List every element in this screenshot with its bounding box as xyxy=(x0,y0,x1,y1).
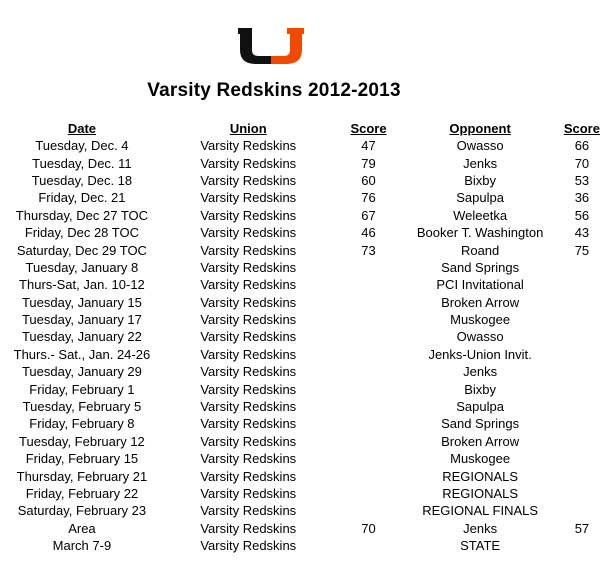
cell-date: Tuesday, Dec. 4 xyxy=(35,138,129,154)
cell-date: Friday, February 15 xyxy=(25,451,139,467)
cell-opponent-score xyxy=(564,346,600,363)
cell-date: Friday, February 8 xyxy=(29,416,135,432)
cell-score: 70 xyxy=(361,520,376,536)
cell-opponent-score xyxy=(564,398,600,415)
cell-union: Varsity Redskins xyxy=(200,399,297,415)
cell-union: Varsity Redskins xyxy=(200,190,297,206)
cell-opponent-score xyxy=(564,537,600,554)
cell-score xyxy=(341,294,397,311)
cell-union: Varsity Redskins xyxy=(200,381,297,397)
cell-date: March 7-9 xyxy=(52,538,112,554)
cell-date: Tuesday, January 17 xyxy=(21,312,142,328)
table-row xyxy=(8,415,600,432)
cell-union: Varsity Redskins xyxy=(200,225,297,241)
cell-opponent-score xyxy=(564,294,600,311)
cell-opponent: Bixby xyxy=(464,172,497,188)
cell-score xyxy=(341,537,397,554)
cell-opponent: Sapulpa xyxy=(456,399,504,415)
table-row xyxy=(8,398,600,415)
cell-union: Varsity Redskins xyxy=(200,433,297,449)
cell-score: 76 xyxy=(361,190,376,206)
cell-date: Tuesday, Dec. 11 xyxy=(32,155,132,171)
cell-score: 73 xyxy=(361,242,376,258)
cell-union: Varsity Redskins xyxy=(200,138,297,154)
cell-union: Varsity Redskins xyxy=(200,277,297,293)
cell-date: Tuesday, February 12 xyxy=(19,433,145,449)
cell-opponent-score: 66 xyxy=(574,138,590,154)
table-row xyxy=(8,363,600,380)
cell-opponent-score xyxy=(564,502,600,519)
cell-date: Tuesday, January 29 xyxy=(21,364,142,380)
table-row xyxy=(8,294,600,311)
table-header-row xyxy=(8,120,600,137)
table-row xyxy=(8,467,600,484)
header-opponent: Opponent xyxy=(449,121,511,136)
cell-opponent-score xyxy=(564,363,600,380)
cell-opponent-score xyxy=(564,485,600,502)
cell-score: 79 xyxy=(361,155,376,171)
table-row xyxy=(8,207,600,224)
cell-opponent-score xyxy=(564,467,600,484)
cell-date: Tuesday, January 22 xyxy=(21,329,142,345)
cell-opponent: Owasso xyxy=(456,329,504,345)
cell-opponent: Broken Arrow xyxy=(441,294,520,310)
cell-union: Varsity Redskins xyxy=(200,155,297,171)
cell-score xyxy=(341,363,397,380)
cell-union: Varsity Redskins xyxy=(200,172,297,188)
cell-opponent-score xyxy=(564,450,600,467)
cell-opponent: Owasso xyxy=(456,138,504,154)
cell-opponent-score xyxy=(564,259,600,276)
cell-union: Varsity Redskins xyxy=(200,503,297,519)
cell-date: Friday, February 1 xyxy=(29,381,135,397)
cell-score xyxy=(341,311,397,328)
cell-opponent-score xyxy=(564,433,600,450)
cell-union: Varsity Redskins xyxy=(200,242,297,258)
table-row xyxy=(8,346,600,363)
cell-union: Varsity Redskins xyxy=(200,364,297,380)
table-row xyxy=(8,485,600,502)
cell-opponent: Broken Arrow xyxy=(441,433,520,449)
cell-score xyxy=(341,346,397,363)
cell-union: Varsity Redskins xyxy=(200,538,297,554)
cell-union: Varsity Redskins xyxy=(200,346,297,362)
cell-date: Saturday, February 23 xyxy=(17,503,147,519)
table-row xyxy=(8,224,600,241)
table-row xyxy=(8,380,600,397)
header-union: Union xyxy=(229,121,267,136)
table-row xyxy=(8,537,600,554)
cell-opponent-score xyxy=(564,276,600,293)
cell-opponent-score: 70 xyxy=(574,155,590,171)
header-date: Date xyxy=(67,121,97,136)
cell-union: Varsity Redskins xyxy=(200,416,297,432)
cell-score: 67 xyxy=(361,207,376,223)
cell-score xyxy=(341,276,397,293)
cell-date: Thursday, Dec 27 TOC xyxy=(15,207,149,223)
cell-score xyxy=(341,415,397,432)
cell-opponent-score xyxy=(564,380,600,397)
cell-union: Varsity Redskins xyxy=(200,468,297,484)
cell-opponent: Jenks xyxy=(463,155,498,171)
cell-opponent-score xyxy=(564,311,600,328)
table-row xyxy=(8,189,600,206)
cell-opponent-score: 53 xyxy=(574,172,590,188)
table-row xyxy=(8,520,600,537)
schedule-table xyxy=(8,120,600,554)
cell-union: Varsity Redskins xyxy=(200,294,297,310)
cell-opponent: STATE xyxy=(460,538,501,554)
table-row xyxy=(8,311,600,328)
cell-score xyxy=(341,380,397,397)
cell-opponent: Jenks xyxy=(463,364,498,380)
u-logo-icon xyxy=(238,28,304,64)
cell-date: Saturday, Dec 29 TOC xyxy=(16,242,147,258)
cell-union: Varsity Redskins xyxy=(200,451,297,467)
table-row xyxy=(8,137,600,154)
header-opponent-score: Score xyxy=(563,121,600,136)
cell-opponent: Muskogee xyxy=(450,451,511,467)
table-row xyxy=(8,276,600,293)
table-row xyxy=(8,433,600,450)
table-row xyxy=(8,154,600,171)
cell-score xyxy=(341,502,397,519)
cell-score: 60 xyxy=(361,172,376,188)
cell-opponent: Muskogee xyxy=(450,312,511,328)
cell-date: Area xyxy=(68,520,96,536)
cell-opponent: Sapulpa xyxy=(456,190,504,206)
cell-opponent: REGIONALS xyxy=(442,468,519,484)
cell-opponent: Sand Springs xyxy=(441,416,520,432)
cell-opponent: REGIONALS xyxy=(442,486,519,501)
cell-opponent: Sand Springs xyxy=(441,259,520,275)
table-row xyxy=(8,502,600,519)
cell-score xyxy=(341,485,397,502)
cell-date: Tuesday, Dec. 18 xyxy=(31,172,133,188)
cell-union: Varsity Redskins xyxy=(200,486,297,501)
cell-opponent-score xyxy=(564,415,600,432)
cell-date: Tuesday, January 8 xyxy=(25,259,139,275)
cell-score xyxy=(341,433,397,450)
cell-date: Thursday, February 21 xyxy=(16,468,148,484)
cell-score xyxy=(341,450,397,467)
cell-opponent-score xyxy=(564,328,600,345)
cell-score: 47 xyxy=(361,138,376,154)
table-row xyxy=(8,172,600,189)
cell-score xyxy=(341,467,397,484)
table-row xyxy=(8,241,600,258)
cell-opponent: Bixby xyxy=(464,381,497,397)
cell-opponent: Jenks xyxy=(463,520,498,536)
page-title: Varsity Redskins 2012-2013 xyxy=(147,80,401,101)
cell-date: Friday, February 22 xyxy=(25,486,139,501)
cell-date: Thurs.- Sat., Jan. 24-26 xyxy=(13,346,151,362)
cell-opponent: REGIONAL FINALS xyxy=(422,503,539,519)
header-score: Score xyxy=(350,121,387,136)
cell-date: Tuesday, February 5 xyxy=(22,399,142,415)
cell-opponent: Weleetka xyxy=(453,207,508,223)
cell-date: Friday, Dec. 21 xyxy=(38,190,126,206)
cell-opponent: Roand xyxy=(460,242,500,258)
table-row xyxy=(8,259,600,276)
cell-union: Varsity Redskins xyxy=(200,207,297,223)
cell-opponent-score: 36 xyxy=(574,190,590,206)
cell-score xyxy=(341,259,397,276)
cell-opponent-score: 43 xyxy=(574,225,590,241)
cell-date: Thurs-Sat, Jan. 10-12 xyxy=(19,277,145,293)
table-row xyxy=(8,328,600,345)
cell-union: Varsity Redskins xyxy=(200,520,297,536)
cell-union: Varsity Redskins xyxy=(200,312,297,328)
cell-date: Friday, Dec 28 TOC xyxy=(24,225,139,241)
cell-opponent-score: 57 xyxy=(574,520,590,536)
table-row xyxy=(8,450,600,467)
cell-score xyxy=(341,328,397,345)
cell-score xyxy=(341,398,397,415)
cell-opponent-score: 75 xyxy=(574,242,590,258)
cell-date: Tuesday, January 15 xyxy=(21,294,142,310)
cell-opponent-score: 56 xyxy=(574,207,590,223)
cell-union: Varsity Redskins xyxy=(200,329,297,345)
cell-score: 46 xyxy=(361,225,376,241)
cell-opponent: Booker T. Washington xyxy=(416,225,544,241)
cell-opponent: PCI Invitational xyxy=(436,277,524,293)
cell-union: Varsity Redskins xyxy=(200,259,297,275)
cell-opponent: Jenks-Union Invit. xyxy=(428,346,532,362)
